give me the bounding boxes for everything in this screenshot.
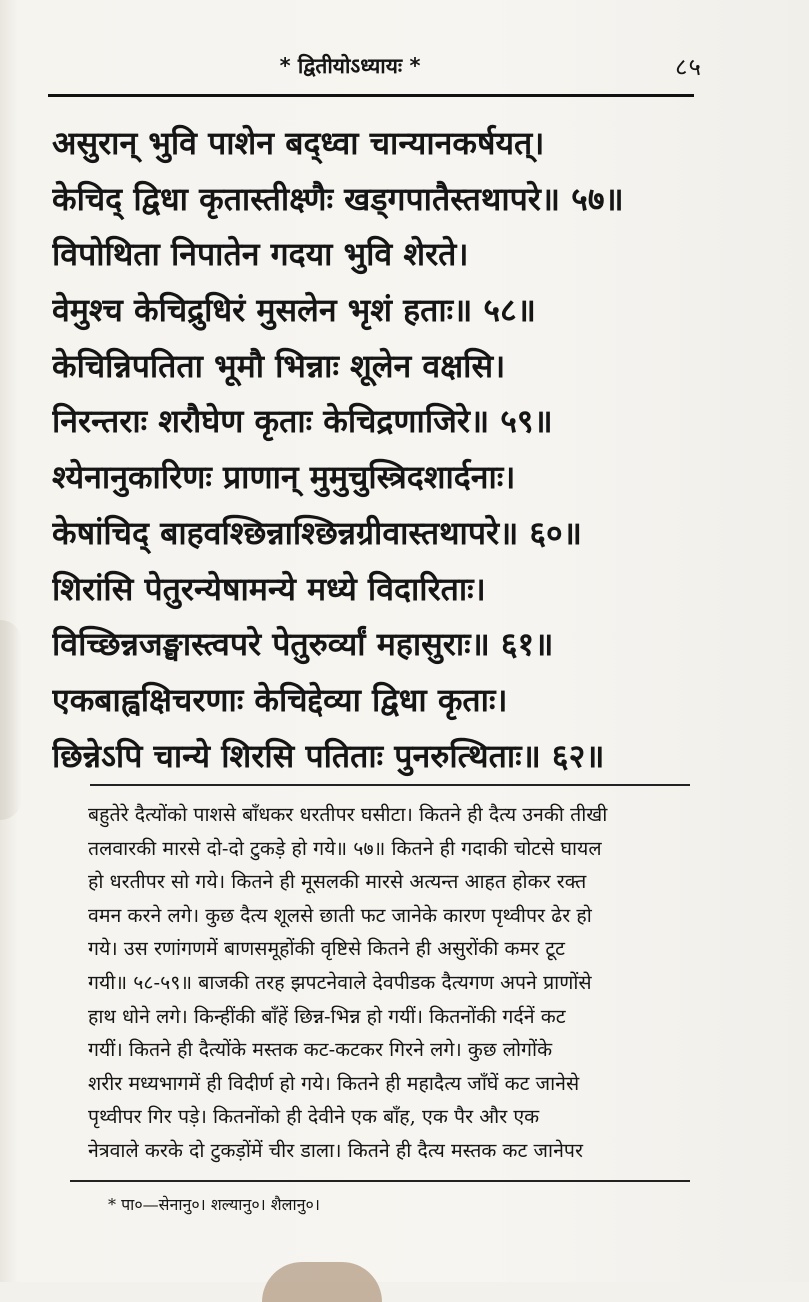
verse-line: केचिन्निपतिता भूमौ भिन्नाः शूलेन वक्षसि।: [52, 346, 506, 385]
header-divider: [48, 94, 694, 97]
verse-line: एकबाह्वक्षिचरणाः केचिद्देव्या द्विधा कृताः।: [52, 680, 508, 719]
translation-line: नेत्रवाले करके दो टुकड़ोंमें चीर डाला। कितने ही दैत्य मस्तक कट जानेपर: [88, 1138, 583, 1162]
page-curl-shadow: [0, 620, 22, 820]
translation-divider: [90, 784, 690, 786]
hindi-translation: [88, 798, 694, 1168]
translation-line: गयी॥ ५८-५९॥ बाजकी तरह झपटनेवाले देवपीडक दैत्यगण अपने प्राणोंसे: [88, 970, 592, 994]
verse-line: केचिद् द्विधा कृतास्तीक्ष्णैः खड्गपातैस्तथापरे॥ ५७॥: [52, 179, 624, 218]
translation-line: वमन करने लगे। कुछ दैत्य शूलसे छाती फट जानेके कारण पृथ्वीपर ढेर हो: [88, 903, 592, 927]
verse-line: केषांचिद् बाहवश्छिन्नाश्छिन्नग्रीवास्तथापरे॥ ६०॥: [52, 513, 582, 552]
verse-line: छिन्नेऽपि चान्ये शिरसि पतिताः पुनरुत्थिताः॥ ६२॥: [52, 736, 605, 775]
verse-line: असुरान् भुवि पाशेन बद्ध्वा चान्यानकर्षयत्।: [52, 124, 545, 162]
verse-line: वेमुश्च केचिद्रुधिरं मुसलेन भृशं हताः॥ ५८॥: [52, 291, 536, 330]
chapter-title: * द्वितीयोऽध्यायः *: [279, 54, 421, 78]
translation-line: हो धरतीपर सो गये। कितने ही मूसलकी मारसे अत्यन्त आहत होकर रक्त: [88, 870, 587, 894]
translation-line: गये। उस रणांगणमें बाणसमूहोंकी वृष्टिसे कितने ही असुरोंकी कमर टूट: [88, 937, 565, 961]
verse-line: विच्छिन्नजङ्घास्त्वपरे पेतुरुर्व्यां महासुराः॥ ६१॥: [52, 625, 554, 664]
page-number: ८५: [675, 53, 702, 81]
verse-line: विपोथिता निपातेन गदया भुवि शेरते।: [52, 235, 469, 274]
footnote-divider: [70, 1180, 690, 1182]
translation-line: हाथ धोने लगे। किन्हींकी बाँहें छिन्न-भिन्न हो गयीं। कितनोंकी गर्दनें कट: [88, 1004, 566, 1028]
verse-line: श्येनानुकारिणः प्राणान् मुमुचुस्त्रिदशार्दनाः।: [52, 458, 516, 497]
translation-line: गयीं। कितने ही दैत्योंके मस्तक कट-कटकर गिरने लगे। कुछ लोगोंके: [88, 1038, 553, 1062]
translation-line: तलवारकी मारसे दो-दो टुकड़े हो गये॥ ५७॥ कितने ही गदाकी चोटसे घायल: [88, 836, 602, 860]
thumb-shadow: [262, 1262, 382, 1302]
verse-line: शिरांसि पेतुरन्येषामन्ये मध्ये विदारिताः।: [52, 569, 486, 608]
translation-line: बहुतेरे दैत्योंको पाशसे बाँधकर धरतीपर घसीटा। कितने ही दैत्य उनकी तीखी: [88, 803, 608, 826]
verse-line: निरन्तराः शरौघेण कृताः केचिद्रणाजिरे॥ ५९॥: [52, 402, 553, 441]
translation-line: पृथ्वीपर गिर पड़े। कितनोंको ही देवीने एक बाँह, एक पैर और एक: [88, 1105, 540, 1129]
footnote: * पा०—सेनानु०। शल्यानु०। शैलानु०।: [108, 1195, 320, 1214]
translation-line: शरीर मध्यभागमें ही विदीर्ण हो गये। कितने ही महादैत्य जाँघें कट जानेसे: [88, 1071, 580, 1095]
sanskrit-verses: [52, 116, 698, 784]
